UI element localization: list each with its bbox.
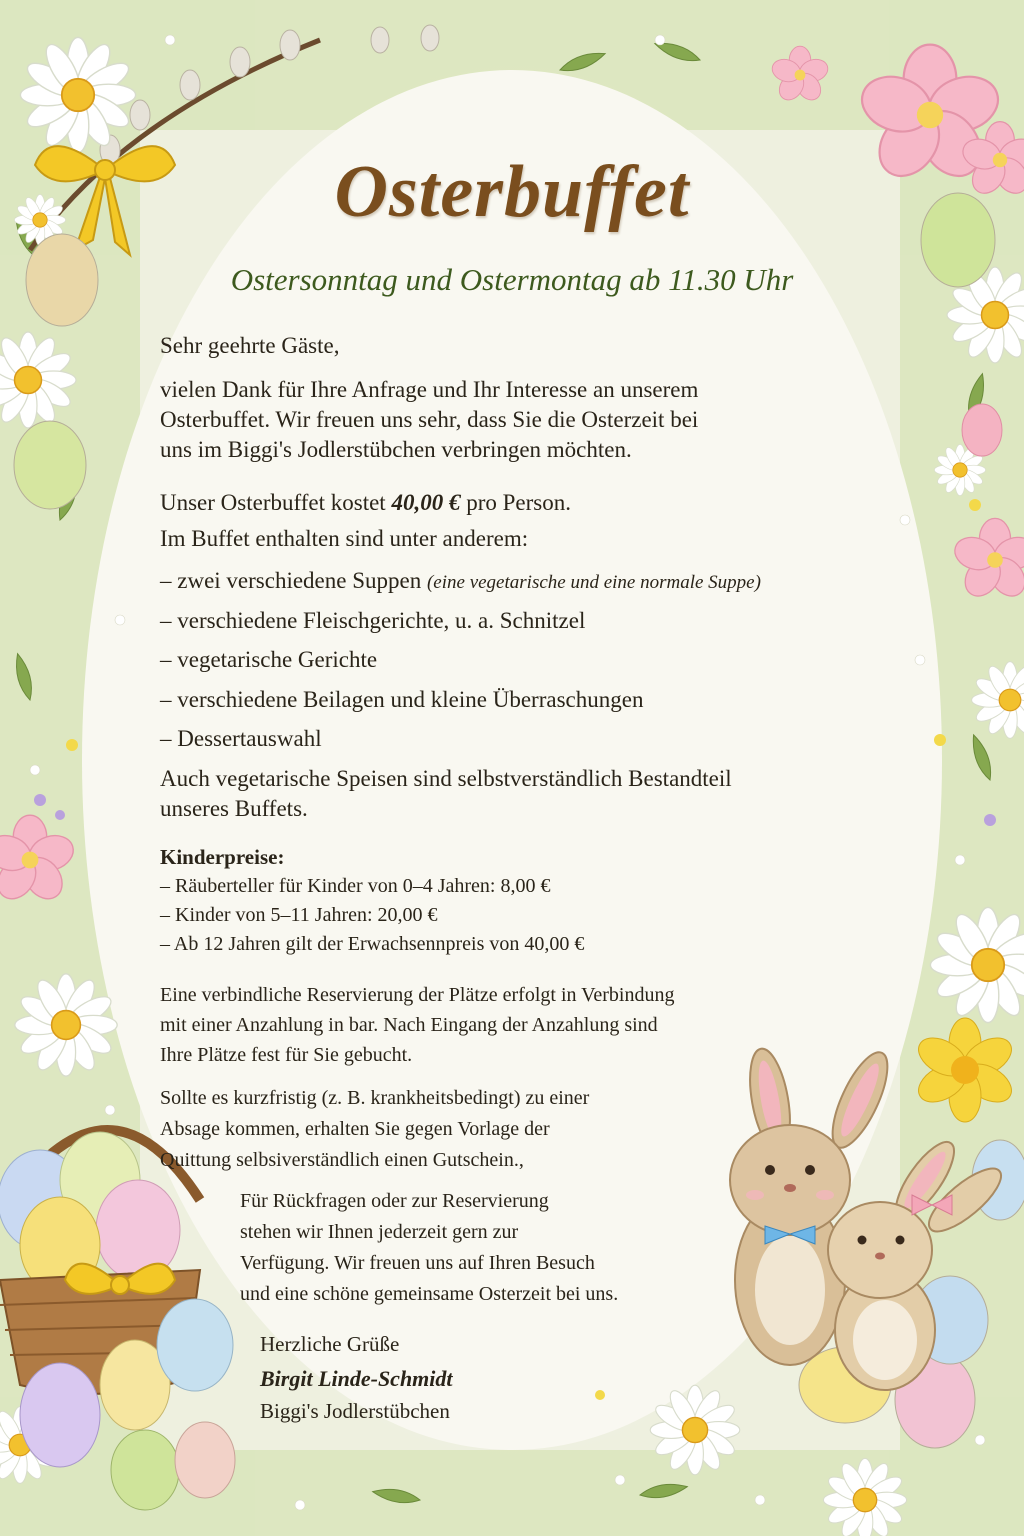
contact-paragraph xyxy=(240,1186,618,1310)
page-subtitle: Ostersonntag und Ostermontag ab 11.30 Uhr xyxy=(230,262,794,297)
greeting: Sehr geehrte Gäste, xyxy=(160,333,340,358)
list-item: – Dessertauswahl xyxy=(160,726,322,751)
intro-line: uns im Biggi's Jodlerstübchen verbringen möchten. xyxy=(160,437,632,462)
contact-line: Für Rückfragen oder zur Reservierung xyxy=(240,1190,549,1212)
page-title: Osterbuffet xyxy=(334,151,690,233)
list-item: – verschiedene Beilagen und kleine Überraschungen xyxy=(160,687,644,712)
intro-line: vielen Dank für Ihre Anfrage und Ihr Interesse an unserem xyxy=(160,377,699,402)
cancellation-line: Absage kommen, erhalten Sie gegen Vorlage der xyxy=(160,1118,550,1140)
intro-line: Osterbuffet. Wir freuen uns sehr, dass Sie die Osterzeit bei xyxy=(160,407,699,432)
vegetarian-note xyxy=(160,764,732,824)
price-prefix: Unser Osterbuffet kostet xyxy=(160,490,392,515)
price-line xyxy=(160,488,571,518)
kids-heading: Kinderpreise: xyxy=(160,845,285,869)
cancellation-line: Quittung selbsiverständlich einen Gutschein., xyxy=(160,1149,524,1171)
reservation-line: Ihre Plätze fest für Sie gebucht. xyxy=(160,1044,413,1066)
kids-price-line: – Kinder von 5–11 Jahren: 20,00 € xyxy=(160,904,438,926)
intro-paragraph xyxy=(160,375,698,465)
reservation-line: Eine verbindliche Reservierung der Plätze erfolgt in Verbindung xyxy=(160,984,675,1006)
cancellation-line: Sollte es kurzfristig (z. B. krankheitsbedingt) zu einer xyxy=(160,1087,590,1109)
contact-line: Verfügung. Wir freuen uns auf Ihren Besuch xyxy=(240,1252,595,1274)
buffet-intro: Im Buffet enthalten sind unter anderem: xyxy=(160,526,529,551)
kids-price-line: – Ab 12 Jahren gilt der Erwachsennpreis von 40,00 € xyxy=(160,933,585,955)
vegetarian-note-line: Auch vegetarische Speisen sind selbstverständlich Bestandteil xyxy=(160,766,732,791)
business-name: Biggi's Jodlerstübchen xyxy=(260,1399,450,1423)
list-item: – verschiedene Fleischgerichte, u. a. Schnitzel xyxy=(160,608,586,633)
list-item-note: (eine vegetarische und eine normale Suppe) xyxy=(426,572,761,593)
cancellation-paragraph xyxy=(160,1083,589,1176)
signature: Birgit Linde-Schmidt xyxy=(260,1366,453,1391)
list-item: – vegetarische Gerichte xyxy=(160,647,378,672)
kids-price-list xyxy=(160,872,584,959)
contact-line: und eine schöne gemeinsame Osterzeit bei uns. xyxy=(240,1283,619,1305)
list-item xyxy=(160,566,761,598)
reservation-paragraph xyxy=(160,980,674,1070)
reservation-line: mit einer Anzahlung in bar. Nach Eingang der Anzahlung sind xyxy=(160,1014,658,1036)
contact-line: stehen wir Ihnen jederzeit gern zur xyxy=(240,1221,519,1243)
vegetarian-note-line: unseres Buffets. xyxy=(160,796,308,821)
price-value: 40,00 € xyxy=(391,490,461,515)
price-suffix: pro Person. xyxy=(460,490,571,515)
list-item-text: – zwei verschiedene Suppen xyxy=(160,568,427,593)
kids-price-line: – Räuberteller für Kinder von 0–4 Jahren: 8,00 € xyxy=(160,875,551,897)
closing: Herzliche Grüße xyxy=(260,1332,400,1356)
